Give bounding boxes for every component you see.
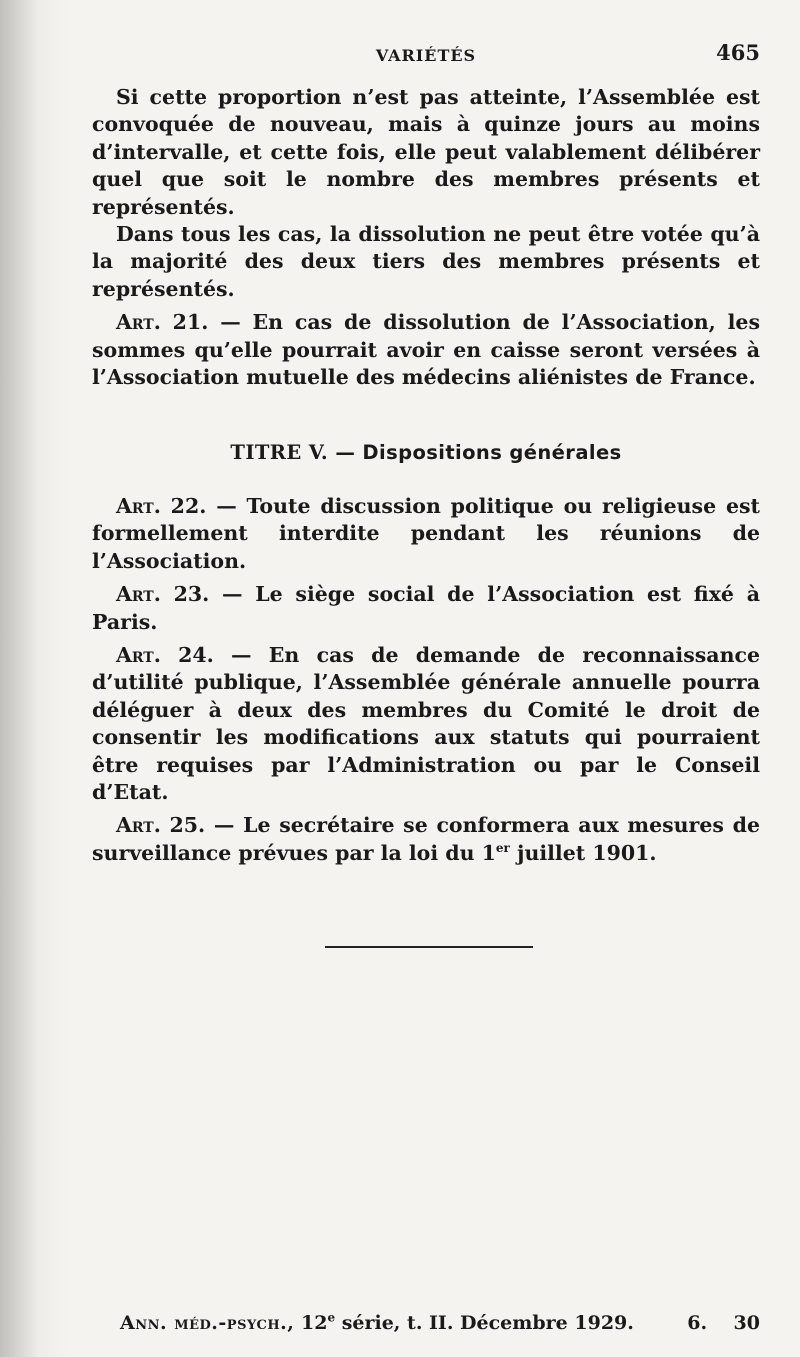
article-25: Art. 25. — Le secrétaire se conformera aux mesures de surveillance prévues par la loi du 1er juillet 1901.	[92, 813, 760, 865]
section-separator	[325, 946, 533, 948]
article-21: Art. 21. — En cas de dissolution de l’Association, les sommes qu’elle pourrait avoir en caisse seront versées à l’Association mutuelle des médecins aliénistes de France.	[92, 310, 761, 390]
page-edge-shadow	[0, 0, 70, 1357]
article-label: Art. 22.	[116, 493, 207, 518]
running-head: VARIÉTÉS	[375, 46, 477, 65]
article-23: Art. 23. — Le siège social de l’Association est fixé à Paris.	[92, 582, 760, 634]
page-footer: Ann. méd.-psych., 12e série, t. II. Décembre 1929. 6. 30	[120, 1310, 760, 1334]
journal-abbrev: Ann. méd.-psych.,	[120, 1312, 295, 1334]
section-title	[92, 439, 760, 466]
article-22: Art. 22. — Toute discussion politique ou religieuse est formellement interdite pendant les réunions de l’Association.	[92, 493, 760, 573]
page-header	[92, 40, 760, 72]
page-number: 465	[716, 40, 760, 65]
article-label: Art. 24.	[116, 642, 214, 667]
article-label: Art. 23.	[116, 582, 210, 607]
page-body	[92, 84, 760, 867]
section-label: TITRE V.	[230, 441, 329, 465]
section-heading: — Dispositions générales	[328, 441, 622, 465]
article-label: Art. 25.	[116, 813, 206, 838]
signature-mark: 6. 30	[687, 1312, 760, 1334]
paragraph: Dans tous les cas, la dissolution ne peut être votée qu’à la majorité des deux tiers des membres présents et représentés.	[92, 222, 760, 301]
article-label: Art. 21.	[116, 310, 209, 335]
article-24: Art. 24. — En cas de demande de reconnaissance d’utilité publique, l’Assemblée générale annuelle pourra déléguer à deux des membres du Comité le droit de consentir les modifications aux statuts qui pourraient être requises par l’Administration ou par le Conseil d’Etat.	[92, 642, 760, 804]
paragraph: Si cette proportion n’est pas atteinte, l’Assemblée est convoquée de nouveau, mais à quinze jours au moins d’intervalle, et cette fois, elle peut valablement délibérer quel que soit le nombre des membres présents et représentés.	[92, 85, 760, 219]
